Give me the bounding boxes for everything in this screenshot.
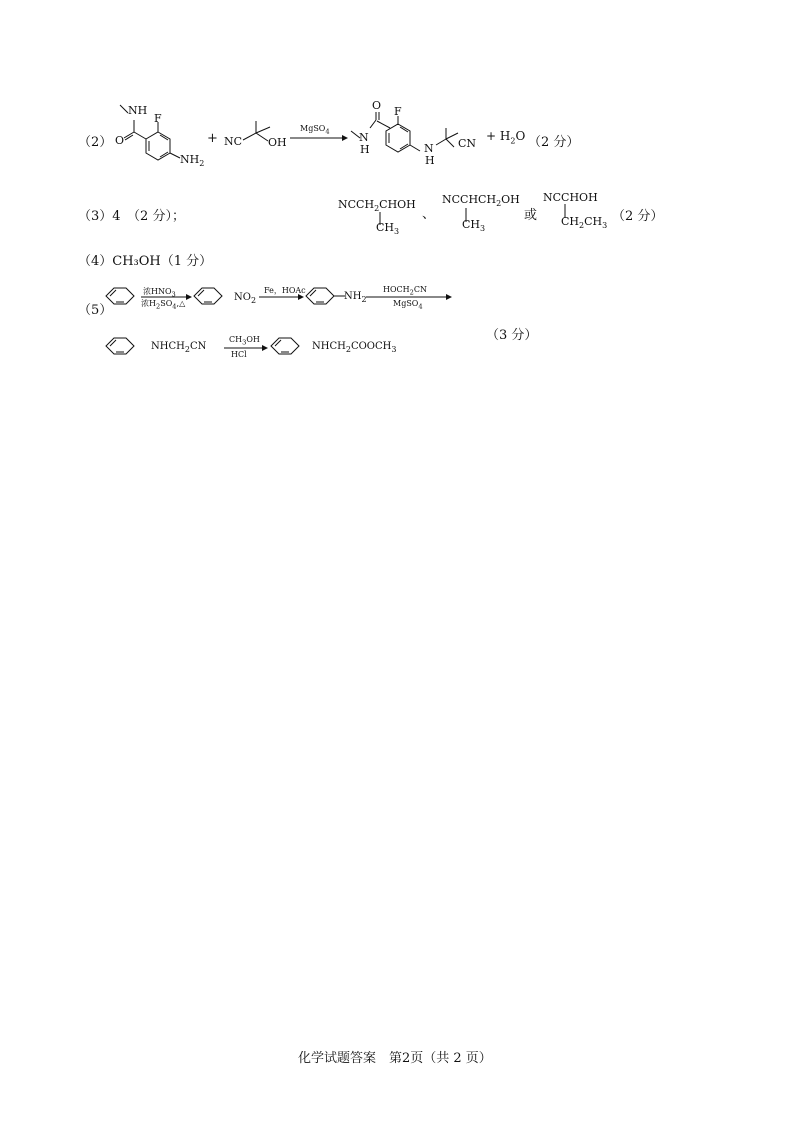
- p-o: O: [372, 99, 382, 112]
- q5-nitro: $NO_2$: [234, 292, 257, 305]
- q5-reagent-4-bottom: HCl: [231, 350, 247, 359]
- q3-score: （2 分）: [612, 209, 664, 224]
- q2-score: （2 分）: [528, 135, 580, 150]
- r1-f: F: [154, 112, 162, 125]
- p-f: F: [394, 105, 402, 118]
- p-cn: CN: [458, 137, 477, 150]
- q5-reagent-2-top: Fe，HOAc: [264, 286, 306, 295]
- q5-score: （3 分）: [486, 328, 538, 343]
- q2-arrow-reagent: MgSO$_4$: [300, 124, 330, 136]
- q5-product: $NHCH_2COOCH_3$: [312, 341, 397, 354]
- q3-structure-2-ch3: $CH_3$: [462, 218, 486, 234]
- r2-nc: NC: [224, 135, 243, 148]
- q5-reagent-1-bottom: 浓$H_2SO_4,\triangle$: [141, 299, 186, 311]
- r2-oh: OH: [268, 136, 287, 149]
- q5-reagent-3-top: $HOCH_2CN$: [383, 285, 428, 297]
- q3-structure-3: NCCHOH: [543, 191, 598, 204]
- q3-structure-3-ethyl: $CH_2CH_3$: [561, 215, 608, 231]
- q5-reagent-4-top: $CH_3OH$: [229, 335, 260, 347]
- q3-separator: 、: [422, 207, 436, 222]
- q4-answer: （4）CH₃OH（1 分）: [78, 254, 213, 269]
- r1-o: O: [115, 134, 125, 147]
- q3-structure-1-ch3: $CH_3$: [376, 221, 400, 237]
- q2-label: （2）: [78, 135, 113, 150]
- water: + $H_2O$: [486, 129, 526, 146]
- p-amide-n: N: [359, 131, 369, 144]
- q3-structure-2: $NCCHCH_2OH$: [442, 193, 520, 209]
- r1-nh: NH: [128, 104, 148, 117]
- q3-structure-1: $NCCH_2CHOH$: [338, 198, 416, 214]
- q5-intermediate: $NHCH_2CN$: [151, 341, 207, 354]
- q5-amine: $NH_2$: [344, 291, 367, 304]
- plus-1: +: [207, 131, 218, 146]
- q5-reagent-1-top: 浓$HNO_3$: [143, 287, 176, 299]
- p-amide-h: H: [360, 143, 370, 156]
- r1-nh2: $NH_2$: [180, 153, 205, 169]
- p-amine-h: H: [425, 154, 435, 167]
- q5-reagent-3-bottom: MgSO$_4$: [393, 299, 423, 311]
- p-amine-n: N: [424, 142, 434, 155]
- page-footer: 化学试题答案 第2页（共 2 页）: [298, 1051, 492, 1066]
- q5-label: （5）: [78, 303, 113, 318]
- q3-label: （3）4 （2 分）；: [78, 209, 185, 224]
- q3-or: 或: [524, 208, 538, 223]
